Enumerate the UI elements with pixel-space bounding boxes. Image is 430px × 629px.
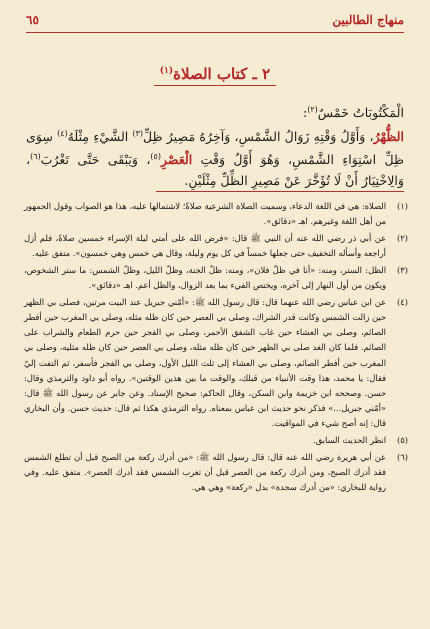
footnote-text: عن ابن عباس رضي الله عنهما قال: قال رسول الله ﷺ: «أمّني جبريل عند البيت مرتين، فصلى بي الظهر حين زالت الشمس وكانت قدر الشراك، وصلى بي العصر حين كان ظله مثله، وصلى بي المغرب حين أفطر الصائم، وصلى بي العشاء حين غاب الشفق الأحمر، وصلى بي الفجر حين حرم الطعام والشراب على الصائم. فلما كان الغد صلى بي الظهر حين كان ظله مثله، وصلى بي العصر حين كان ظله مثليه، وصلى بي المغرب حين أفطر الصائم، وصلى بي العشاء إلى ثلث الليل الأول، وصلى بي الفجر فأسفر، ثم التفت إليّ فقال: يا محمد، هذا وقت الأنبياء من قبلك، والوقت ما بين هذين الوقتين». رواه أبو داود والترمذي وقال: حسن. وصححه ابن خزيمة وابن السكن، وقال الحاكم: صحيح الإسناد. وعن جابر عن رسول الله ﷺ قال: «أمّني جبريل...» فذكر نحو حديث ابن عباس بمعناه. رواه الترمذي هكذا ثم قال: حديث حسن. وأن البخاري قال: إنه أصح شيء في المواقيت. [24,296,386,429]
running-title: منهاج الطالبين [332,13,404,27]
page-number: ٦٥ [26,13,39,27]
footnote-number: (٥) [397,435,408,446]
chapter-title [154,65,276,86]
footnote-number: (٢) [397,232,408,243]
main-text [26,100,404,192]
main-text-segment: الشَّيْءِ مِثْلَهُ [67,128,133,144]
footnote-text: عن أبي هريرة رضي الله عنه قال: قال رسول الله ﷺ: «من أدرك ركعة من الصبح قبل أن تطلع الشمس فقد أدرك الصبح، ومن أدرك ركعة من العصر قبل أن تغرب الشمس فقد أدرك العصر». متفق عليه. وفي رواية للبخاري: «من أدرك سجدة» بدل «ركعة» وهي هي. [24,451,386,493]
chapter-heading [0,64,430,86]
main-text-segment: ، وَيَبْقَى حَتَّى تَغْرُبَ [40,152,151,168]
footnote-ref: (٣) [132,128,144,138]
footnote-ref: (٤) [57,128,68,138]
footnote-separator [156,191,404,192]
footnote-number: (٤) [397,296,408,307]
footnote-3 [24,263,408,293]
highlight-word-asr: الْعَصْرِ [160,152,193,168]
footnote-number: (٣) [397,264,408,275]
chapter-footnote-ref: (١) [159,66,174,76]
footnote-5 [24,433,408,448]
footnote-2 [24,231,408,261]
main-text-segment: ، وَأَوَّلُ وَقْتِهِ زَوَالُ الشَّمْسِ، وَآخِرُهُ مَصِيرُ ظِلِّ [143,128,374,144]
main-text-paragraph [26,124,404,192]
footnote-ref: (٥) [150,152,161,162]
chapter-title-text: ٢ ـ كتاب الصلاة [173,65,271,83]
footnote-6 [24,450,408,496]
main-text-segment: سِوَى ظِلِّ اسْتِوَاءِ الشَّمْسِ، وَهُوَ أَوَّلُ وَقْتِ [26,128,405,168]
footnote-4 [24,295,408,432]
footnote-text: الصلاة: هي في اللغة الدعاء، وسميت الصلاة الشرعية صلاةً؛ لاشتمالها عليه، هذا هو الصواب وقول الجمهور من أهل اللغة وغيرهم. اهـ «دقائق». [24,201,386,227]
footnote-text: الظل: الستر، ومنه: «أنا في ظلّ فلان»، ومنه: ظلّ الجنة، وظلّ الليل، وظلّ الشمس: ما ستر الشخوص، ويكون من أول النهار إلى آخره، ويختص الفيء بما بعد الزوال، والظل أعم. اهـ «دقائق». [24,264,386,291]
main-text-segment: الْمَكْتُوبَاتُ خَمْسٌ [317,105,404,121]
footnote-1 [24,199,408,229]
highlight-word-dhuhr: الظُّهْرُ [373,128,404,144]
main-text-segment: : [303,105,308,121]
footnote-text: انظر الحديث السابق. [313,435,386,446]
footnotes [24,199,408,497]
footnote-text: عن أبي ذر رضي الله عنه أن النبي ﷺ قال: «فرض الله على أمتي ليلة الإسراء خمسين صلاةً، فلم أزل أراجعه وأسأله التخفيف حتى جعلها خمساً في كل يوم وليلة، وقال هي خمس وهي خمسون». متفق عليه. [24,232,386,259]
footnote-number: (١) [397,201,408,211]
footnote-number: (٦) [397,451,408,462]
footnote-ref: (٦) [30,152,41,162]
main-text-line-1 [26,100,404,124]
footnote-ref: (٢) [307,105,318,114]
main-text-segment: ، وَالِاخْتِيَارُ أَنْ لَا تُؤَخَّرَ عَنْ مَصِيرِ الظِّلِّ مِثْلَيْنِ. [26,152,404,189]
page-header [26,10,404,33]
